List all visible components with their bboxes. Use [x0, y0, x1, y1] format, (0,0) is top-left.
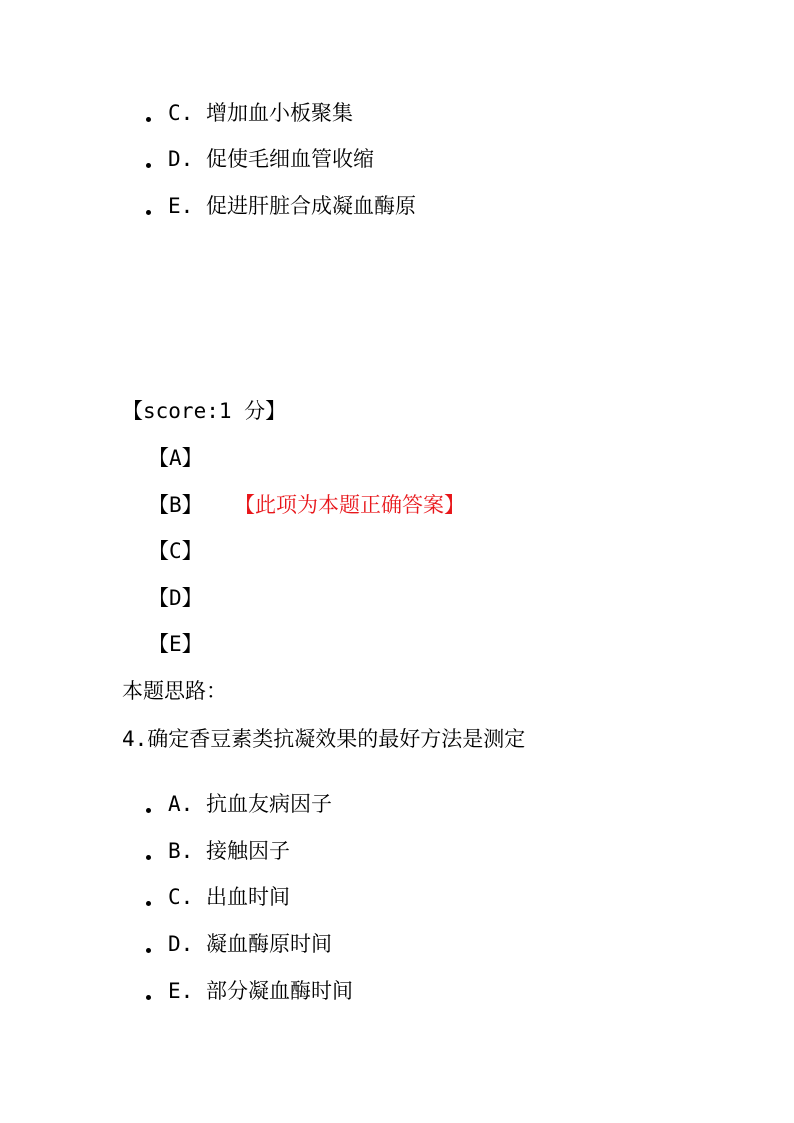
- option-text: 增加血小板聚集: [206, 101, 353, 125]
- choice-label-d: 【D】: [148, 586, 203, 610]
- option-letter: D.: [168, 932, 194, 956]
- bullet-icon: [146, 163, 151, 168]
- option-letter: C.: [168, 885, 194, 909]
- option-letter: E.: [168, 194, 194, 218]
- choice-label-c: 【C】: [148, 539, 203, 563]
- option-letter: C.: [168, 101, 194, 125]
- option-text: 部分凝血酶时间: [206, 979, 353, 1003]
- correct-answer-note: 【此项为本题正确答案】: [234, 493, 465, 517]
- option-text: 促使毛细血管收缩: [206, 147, 374, 171]
- bullet-icon: [146, 995, 151, 1000]
- option-text: 抗血友病因子: [206, 792, 332, 816]
- option-letter: B.: [168, 839, 194, 863]
- bullet-icon: [146, 117, 151, 122]
- bullet-icon: [146, 948, 151, 953]
- option-text: 接触因子: [206, 839, 290, 863]
- option-text: 出血时间: [206, 885, 290, 909]
- option-letter: E.: [168, 979, 194, 1003]
- choice-label-b: 【B】: [148, 493, 203, 517]
- score-label: 【score:1 分】: [122, 399, 287, 423]
- option-text: 促进肝脏合成凝血酶原: [206, 194, 416, 218]
- choice-label-a: 【A】: [148, 446, 203, 470]
- option-letter: A.: [168, 792, 194, 816]
- choice-label-e: 【E】: [148, 632, 203, 656]
- explanation-label: 本题思路：: [122, 679, 227, 703]
- bullet-icon: [146, 808, 151, 813]
- option-text: 凝血酶原时间: [206, 932, 332, 956]
- option-letter: D.: [168, 147, 194, 171]
- bullet-icon: [146, 855, 151, 860]
- bullet-icon: [146, 210, 151, 215]
- bullet-icon: [146, 901, 151, 906]
- question-title: 4.确定香豆素类抗凝效果的最好方法是测定: [122, 727, 526, 751]
